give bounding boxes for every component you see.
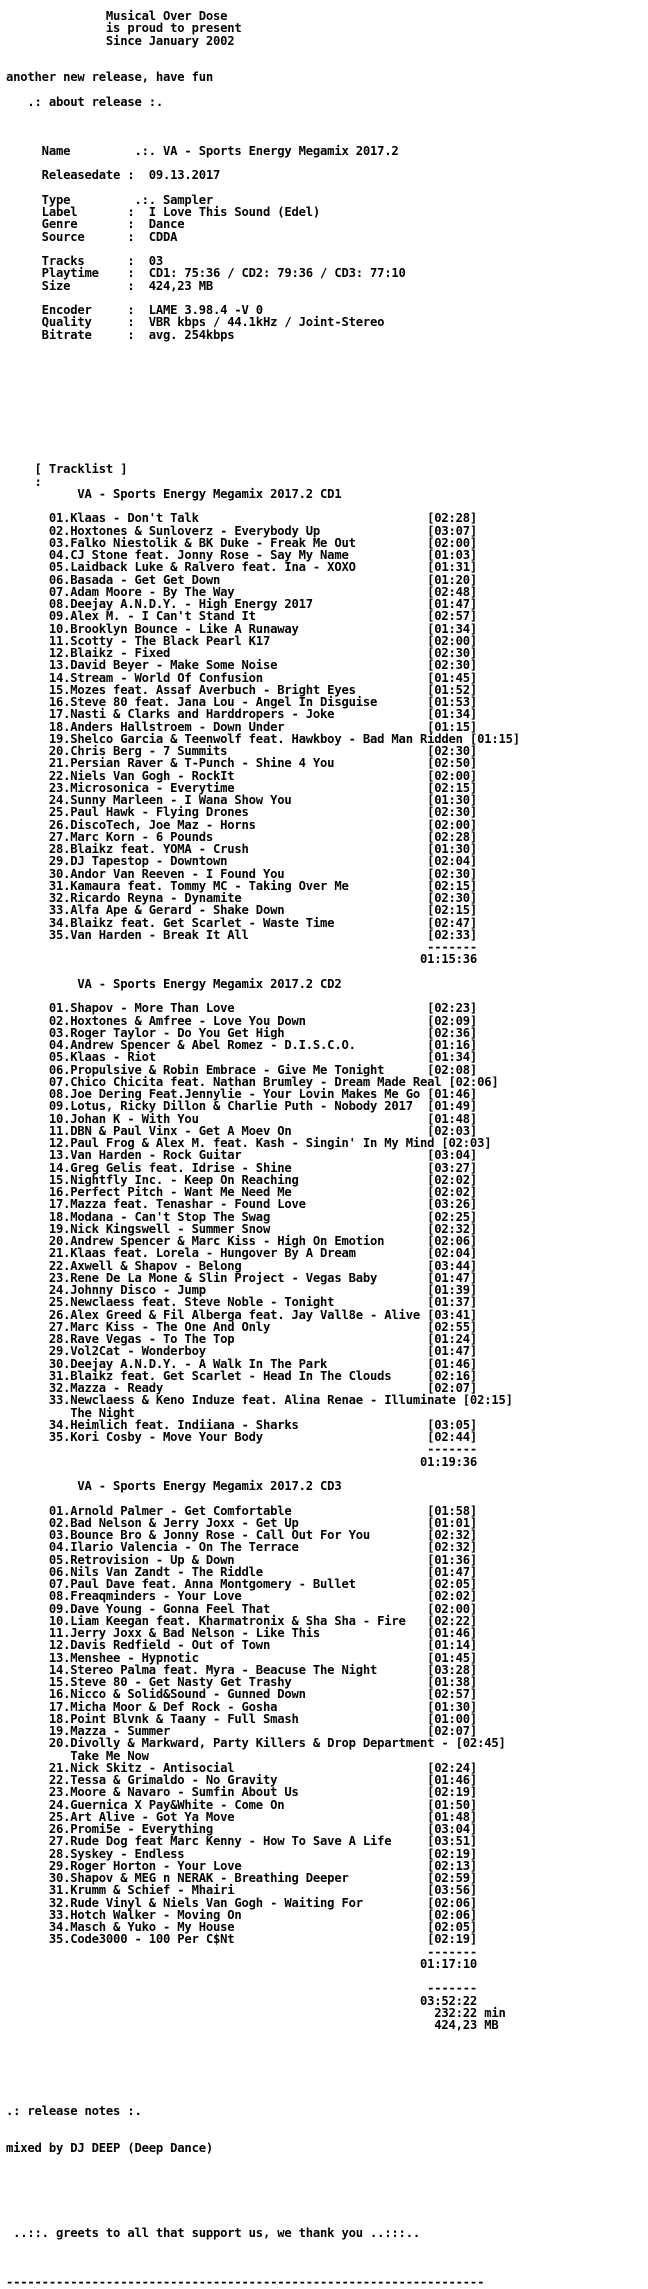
nfo-line: 22.Tessa & Grimaldo - No Gravity [01:46] — [6, 1773, 478, 1787]
nfo-line: 13.Van Harden - Rock Guitar [03:04] — [6, 1148, 478, 1163]
nfo-line: Take Me Now — [6, 1748, 149, 1763]
nfo-line: 12.Blaikz - Fixed [02:30] — [6, 646, 478, 660]
nfo-line: VA - Sports Energy Megamix 2017.2 CD3 — [6, 1479, 342, 1493]
nfo-line: Bitrate : avg. 254kbps — [6, 327, 235, 342]
nfo-line: is proud to present — [6, 21, 242, 36]
nfo-line: 31.Kamaura feat. Tommy MC - Taking Over Me [02:15] — [6, 878, 478, 893]
nfo-line: The Night — [6, 1405, 135, 1420]
nfo-line: 23.Moore & Navaro - Sumfin About Us [02:19] — [6, 1785, 478, 1800]
nfo-line: 31.Krumm & Schief - Mhairi [03:56] — [6, 1883, 478, 1898]
nfo-line: 27.Marc Korn - 6 Pounds [02:28] — [6, 829, 478, 844]
nfo-line: 35.Van Harden - Break It All [02:33] — [6, 927, 478, 942]
nfo-line: 10.Johan K - With You [01:48] — [6, 1111, 478, 1126]
nfo-line: Genre : Dance — [6, 217, 185, 232]
nfo-line: 35.Code3000 - 100 Per C$Nt [02:19] — [6, 1932, 478, 1947]
nfo-line: 22.Niels Van Gogh - RockIt [02:00] — [6, 768, 478, 783]
nfo-line: 34.Masch & Yuko - My House [02:05] — [6, 1920, 478, 1934]
nfo-line: VA - Sports Energy Megamix 2017.2 CD2 — [6, 976, 342, 991]
nfo-line: 06.Propulsive & Robin Embrace - Give Me Tonight [02:08] — [6, 1062, 478, 1077]
nfo-line: 06.Basada - Get Get Down [01:20] — [6, 572, 478, 587]
nfo-line: Musical Over Dose — [6, 9, 228, 23]
nfo-line: 13.Menshee - Hypnotic [01:45] — [6, 1650, 478, 1665]
nfo-line: 18.Anders Hallstroem - Down Under [01:15] — [6, 719, 478, 734]
nfo-line: 01:15:36 — [6, 952, 478, 967]
nfo-line: ------- — [6, 1442, 478, 1457]
nfo-line: 03.Bounce Bro & Jonny Rose - Call Out For You [02:32] — [6, 1528, 478, 1542]
nfo-line: 09.Dave Young - Gonna Feel That [02:00] — [6, 1601, 478, 1616]
nfo-line: 04.Ilario Valencia - On The Terrace [02:32] — [6, 1540, 478, 1555]
nfo-line: 02.Hoxtones & Amfree - Love You Down [02:09] — [6, 1013, 478, 1028]
nfo-line: 29.DJ Tapestop - Downtown [02:04] — [6, 854, 478, 869]
nfo-line: 23.Rene De La Mone & Slin Project - Vegas Baby [01:47] — [6, 1270, 478, 1285]
nfo-line: 13.David Beyer - Make Some Noise [02:30] — [6, 658, 478, 673]
nfo-line: 15.Nightfly Inc. - Keep On Reaching [02:02] — [6, 1172, 478, 1187]
nfo-line: Tracks : 03 — [6, 254, 164, 268]
nfo-line: 04.Andrew Spencer & Abel Romez - D.I.S.C.O. [01:16] — [6, 1038, 478, 1052]
nfo-line: VA - Sports Energy Megamix 2017.2 CD1 — [6, 486, 342, 501]
nfo-line: Quality : VBR kbps / 44.1kHz / Joint-Stereo — [6, 315, 385, 330]
nfo-line: 04.CJ Stone feat. Jonny Rose - Say My Name [01:03] — [6, 548, 478, 562]
nfo-line: 20.Chris Berg - 7 Summits [02:30] — [6, 744, 478, 758]
nfo-line: Playtime : CD1: 75:36 / CD2: 79:36 / CD3: 77:10 — [6, 266, 406, 281]
nfo-line: 28.Rave Vegas - To The Top [01:24] — [6, 1332, 478, 1346]
nfo-line: ..::. greets to all that support us, we thank you ..:::.. — [6, 2226, 420, 2241]
nfo-line: 232:22 min — [6, 2005, 506, 2020]
nfo-line: 17.Nasti & Clarks and Harddropers - Joke [01:34] — [6, 707, 478, 722]
nfo-line: Encoder : LAME 3.98.4 -V 0 — [6, 303, 263, 317]
nfo-line: 30.Shapov & MEG n NERAK - Breathing Deeper [02:59] — [6, 1871, 478, 1885]
nfo-line: 26.DiscoTech, Joe Maz - Horns [02:00] — [6, 817, 478, 832]
nfo-line: 33.Hotch Walker - Moving On [02:06] — [6, 1907, 478, 1922]
nfo-line: 17.Mazza feat. Tenashar - Found Love [03:26] — [6, 1197, 478, 1212]
nfo-line: 06.Nils Van Zandt - The Riddle [01:47] — [6, 1564, 478, 1579]
nfo-line: 29.Vol2Cat - Wonderboy [01:47] — [6, 1344, 478, 1359]
nfo-line: 30.Deejay A.N.D.Y. - A Walk In The Park [01:46] — [6, 1356, 478, 1371]
nfo-line: 19.Shelco Garcia & Teenwolf feat. Hawkboy - Bad Man Ridden [01:15] — [6, 731, 520, 746]
nfo-line: 15.Mozes feat. Assaf Averbuch - Bright Eyes [01:52] — [6, 682, 478, 697]
nfo-line: 29.Roger Horton - Your Love [02:13] — [6, 1858, 478, 1873]
nfo-line: 32.Mazza - Ready [02:07] — [6, 1381, 478, 1395]
nfo-line: 14.Stereo Palma feat. Myra - Beacuse The Night [03:28] — [6, 1662, 478, 1677]
nfo-line: another new release, have fun — [6, 70, 213, 85]
nfo-line: 33.Newclaess & Keno Induze feat. Alina Renae - Illuminate [02:15] — [6, 1393, 513, 1408]
nfo-line: 33.Alfa Ape & Gerard - Shake Down [02:15] — [6, 903, 478, 918]
nfo-line: Name .:. VA - Sports Energy Megamix 2017.2 — [6, 143, 399, 158]
nfo-line: 16.Perfect Pitch - Want Me Need Me [02:02] — [6, 1185, 478, 1199]
nfo-line: 35.Kori Cosby - Move Your Body [02:44] — [6, 1430, 478, 1444]
nfo-line: 08.Freaqminders - Your Love [02:02] — [6, 1589, 478, 1604]
nfo-line: 12.Paul Frog & Alex M. feat. Kash - Singin' In My Mind [02:03] — [6, 1136, 492, 1150]
nfo-line: 09.Alex M. - I Can't Stand It [02:57] — [6, 609, 478, 624]
nfo-line: 05.Laidback Luke & Ralvero feat. Ina - XOXO [01:31] — [6, 560, 478, 575]
nfo-line: 18.Point Blvnk & Taany - Full Smash [01:00] — [6, 1711, 478, 1726]
nfo-line: 22.Axwell & Shapov - Belong [03:44] — [6, 1258, 478, 1273]
nfo-line: Size : 424,23 MB — [6, 278, 213, 293]
nfo-line: 08.Joe Dering Feat.Jennylie - Your Lovin Makes Me Go [01:46] — [6, 1087, 478, 1101]
nfo-line: 03.Falko Niestolik & BK Duke - Freak Me Out [02:00] — [6, 535, 478, 550]
nfo-line: mixed by DJ DEEP (Deep Dance) — [6, 2140, 213, 2155]
nfo-line: 24.Guernica X Pay&White - Come On [01:50] — [6, 1797, 478, 1812]
nfo-line: 01.Klaas - Don't Talk [02:28] — [6, 511, 478, 526]
nfo-line: : — [6, 474, 42, 489]
nfo-line: 27.Rude Dog feat Marc Kenny - How To Save A Life [03:51] — [6, 1834, 478, 1849]
nfo-line: 08.Deejay A.N.D.Y. - High Energy 2017 [01:47] — [6, 597, 478, 611]
nfo-line: 34.Heimlich feat. Indiiana - Sharks [03:05] — [6, 1417, 478, 1432]
nfo-line: 05.Klaas - Riot [01:34] — [6, 1050, 478, 1065]
nfo-line: 11.DBN & Paul Vinx - Get A Moev On [02:03] — [6, 1123, 478, 1138]
nfo-line: 19.Nick Kingswell - Summer Snow [02:32] — [6, 1221, 478, 1236]
nfo-line: Source : CDDA — [6, 229, 178, 244]
nfo-line: ------- — [6, 940, 478, 954]
nfo-line: Since January 2002 — [6, 33, 235, 48]
nfo-line: 09.Lotus, Ricky Dillon & Charlie Puth - Nobody 2017 [01:49] — [6, 1099, 478, 1114]
nfo-line: 17.Micha Moor & Def Rock - Gosha [01:30] — [6, 1699, 478, 1714]
nfo-line: Releasedate : 09.13.2017 — [6, 168, 221, 183]
nfo-line: 25.Paul Hawk - Flying Drones [02:30] — [6, 805, 478, 820]
nfo-line: 24.Sunny Marleen - I Wana Show You [01:30] — [6, 793, 478, 807]
nfo-line: 14.Greg Gelis feat. Idrise - Shine [03:27] — [6, 1160, 478, 1175]
nfo-line: [ Tracklist ] — [6, 462, 128, 477]
nfo-line: .: release notes :. — [6, 2103, 142, 2118]
nfo-line: 07.Chico Chicita feat. Nathan Brumley - Dream Made Real [02:06] — [6, 1074, 499, 1089]
nfo-line: 21.Persian Raver & T-Punch - Shine 4 You [02:50] — [6, 756, 478, 771]
nfo-line: 30.Andor Van Reeven - I Found You [02:30] — [6, 866, 478, 881]
nfo-line: 01:19:36 — [6, 1454, 478, 1469]
nfo-line: 32.Ricardo Reyna - Dynamite [02:30] — [6, 891, 478, 905]
nfo-line: 07.Adam Moore - By The Way [02:48] — [6, 584, 478, 599]
nfo-line: Label : I Love This Sound (Edel) — [6, 205, 321, 219]
nfo-line: 18.Modana - Can't Stop The Swag [02:25] — [6, 1209, 478, 1224]
nfo-line: 21.Klaas feat. Lorela - Hungover By A Dream [02:04] — [6, 1246, 478, 1261]
nfo-line: 20.Divolly & Markward, Party Killers & Drop Department - [02:45] — [6, 1736, 506, 1751]
nfo-line: 28.Syskey - Endless [02:19] — [6, 1846, 478, 1861]
nfo-line: Type .:. Sampler — [6, 192, 213, 207]
nfo-line: 19.Mazza - Summer [02:07] — [6, 1724, 478, 1738]
nfo-line: 11.Scotty - The Black Pearl K17 [02:00] — [6, 633, 478, 648]
nfo-line: 34.Blaikz feat. Get Scarlet - Waste Time [02:47] — [6, 915, 478, 930]
nfo-line: 10.Brooklyn Bounce - Like A Runaway [01:34] — [6, 621, 478, 636]
nfo-line: 10.Liam Keegan feat. Kharmatronix & Sha Sha - Fire [02:22] — [6, 1613, 478, 1628]
nfo-line: 424,23 MB — [6, 2018, 499, 2032]
nfo-line: 32.Rude Vinyl & Niels Van Gogh - Waiting For [02:06] — [6, 1895, 478, 1910]
nfo-line: 01:17:10 — [6, 1956, 478, 1971]
nfo-line: 27.Marc Kiss - The One And Only [02:55] — [6, 1319, 478, 1334]
nfo-line: ------- — [6, 1944, 478, 1959]
nfo-line: 02.Hoxtones & Sunloverz - Everybody Up [03:07] — [6, 523, 478, 538]
nfo-line: 16.Steve 80 feat. Jana Lou - Angel In Disguise [01:53] — [6, 695, 478, 709]
nfo-line: 25.Newclaess feat. Steve Noble - Tonight [01:37] — [6, 1295, 478, 1310]
nfo-line: 12.Davis Redfield - Out of Town [01:14] — [6, 1638, 478, 1653]
nfo-line: 28.Blaikz feat. YOMA - Crush [01:30] — [6, 842, 478, 856]
nfo-line: 25.Art Alive - Got Ya Move [01:48] — [6, 1809, 478, 1824]
nfo-line: 14.Stream - World Of Confusion [01:45] — [6, 670, 478, 685]
nfo-line: ------- — [6, 1981, 478, 1996]
nfo-line: 15.Steve 80 - Get Nasty Get Trashy [01:38] — [6, 1675, 478, 1689]
nfo-line: 16.Nicco & Solid&Sound - Gunned Down [02:57] — [6, 1687, 478, 1702]
nfo-line: 01.Arnold Palmer - Get Comfortable [01:58] — [6, 1503, 478, 1518]
nfo-line: 24.Johnny Disco - Jump [01:39] — [6, 1283, 478, 1297]
nfo-line: 26.Promi5e - Everything [03:04] — [6, 1822, 478, 1836]
nfo-line: ------------------------------------------------------------------- — [6, 2275, 485, 2289]
nfo-line: 01.Shapov - More Than Love [02:23] — [6, 1001, 478, 1016]
nfo-line: 07.Paul Dave feat. Anna Montgomery - Bullet [02:05] — [6, 1577, 478, 1591]
nfo-line: 11.Jerry Joxx & Bad Nelson - Like This [01:46] — [6, 1626, 478, 1640]
nfo-line: 31.Blaikz feat. Get Scarlet - Head In The Clouds [02:16] — [6, 1368, 478, 1383]
nfo-line: 03.Roger Taylor - Do You Get High [02:36] — [6, 1025, 478, 1040]
nfo-line: 20.Andrew Spencer & Marc Kiss - High On Emotion [02:06] — [6, 1234, 478, 1248]
nfo-line: 02.Bad Nelson & Jerry Joxx - Get Up [01:01] — [6, 1515, 478, 1530]
nfo-line: 21.Nick Skitz - Antisocial [02:24] — [6, 1760, 478, 1775]
nfo-line: 26.Alex Greed & Fil Alberga feat. Jay Vall8e - Alive [03:41] — [6, 1307, 478, 1322]
nfo-line: 23.Microsonica - Everytime [02:15] — [6, 780, 478, 795]
nfo-line: .: about release :. — [6, 94, 164, 109]
nfo-line: 03:52:22 — [6, 1993, 478, 2008]
nfo-line: 05.Retrovision - Up & Down [01:36] — [6, 1552, 478, 1567]
